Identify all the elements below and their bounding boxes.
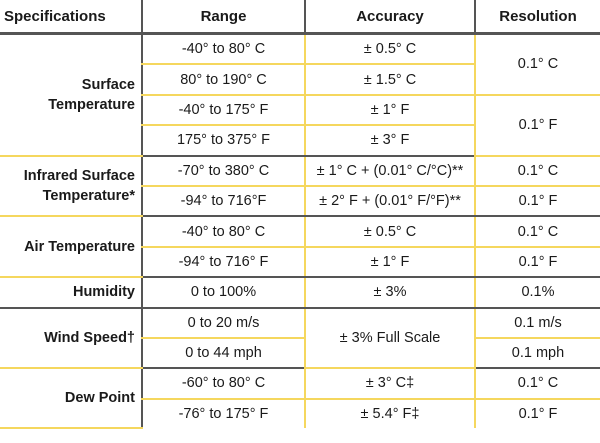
range-cell: 0 to 20 m/s: [142, 308, 305, 338]
range-cell: -40° to 175° F: [142, 95, 305, 125]
header-specifications: Specifications: [0, 0, 142, 34]
accuracy-cell: ± 1° F: [305, 247, 475, 277]
resolution-cell: 0.1%: [475, 277, 600, 307]
range-cell: -40° to 80° C: [142, 34, 305, 65]
resolution-cell: 0.1 mph: [475, 338, 600, 368]
resolution-cell: 0.1° C: [475, 34, 600, 95]
table-row: [0, 34, 600, 65]
spec-infrared-surface-temperature: Infrared Surface Temperature*: [0, 156, 142, 217]
table-row: [0, 308, 600, 338]
range-cell: 0 to 44 mph: [142, 338, 305, 368]
accuracy-cell: ± 2° F + (0.01° F/°F)**: [305, 186, 475, 216]
header-accuracy: Accuracy: [305, 0, 475, 34]
resolution-cell: 0.1 m/s: [475, 308, 600, 338]
spec-wind-speed: Wind Speed†: [0, 308, 142, 369]
range-cell: -94° to 716° F: [142, 247, 305, 277]
table-row: [0, 156, 600, 186]
table-row: [0, 368, 600, 398]
accuracy-cell: ± 3%: [305, 277, 475, 307]
range-cell: 0 to 100%: [142, 277, 305, 307]
range-cell: -94° to 716°F: [142, 186, 305, 216]
table-row: [0, 277, 600, 307]
range-cell: -60° to 80° C: [142, 368, 305, 398]
spec-humidity: Humidity: [0, 277, 142, 307]
range-cell: -70° to 380° C: [142, 156, 305, 186]
accuracy-cell: ± 0.5° C: [305, 34, 475, 65]
spec-dew-point: Dew Point: [0, 368, 142, 428]
accuracy-cell: ± 3° C‡: [305, 368, 475, 398]
accuracy-cell: ± 3° F: [305, 125, 475, 155]
resolution-cell: 0.1° C: [475, 368, 600, 398]
resolution-cell: 0.1° F: [518, 405, 558, 422]
resolution-cell: 0.1° C: [475, 216, 600, 246]
range-cell: -40° to 80° C: [142, 216, 305, 246]
spec-surface-temperature: Surface Temperature: [0, 34, 142, 156]
spec-air-temperature: Air Temperature: [0, 216, 142, 277]
header-resolution: Resolution: [475, 0, 600, 34]
accuracy-cell: ± 1° C + (0.01° C/°C)**: [305, 156, 475, 186]
range-cell: -76° to 175° F: [142, 399, 305, 428]
accuracy-cell: ± 3% Full Scale: [305, 308, 475, 369]
range-cell: 80° to 190° C: [142, 64, 305, 94]
resolution-cell: 0.1° F: [475, 247, 600, 277]
accuracy-cell: ± 1.5° C: [305, 64, 475, 94]
table-row: [0, 216, 600, 246]
accuracy-cell: ± 5.4° F‡: [305, 399, 475, 428]
range-cell: 175° to 375° F: [142, 125, 305, 155]
accuracy-cell: ± 1° F: [305, 95, 475, 125]
header-range: Range: [142, 0, 305, 34]
header-row: [0, 0, 600, 34]
resolution-cell: 0.1° F: [475, 186, 600, 216]
resolution-cell: 0.1° F: [475, 95, 600, 156]
resolution-cell: 0.1° C: [475, 156, 600, 186]
accuracy-cell: ± 0.5° C: [305, 216, 475, 246]
